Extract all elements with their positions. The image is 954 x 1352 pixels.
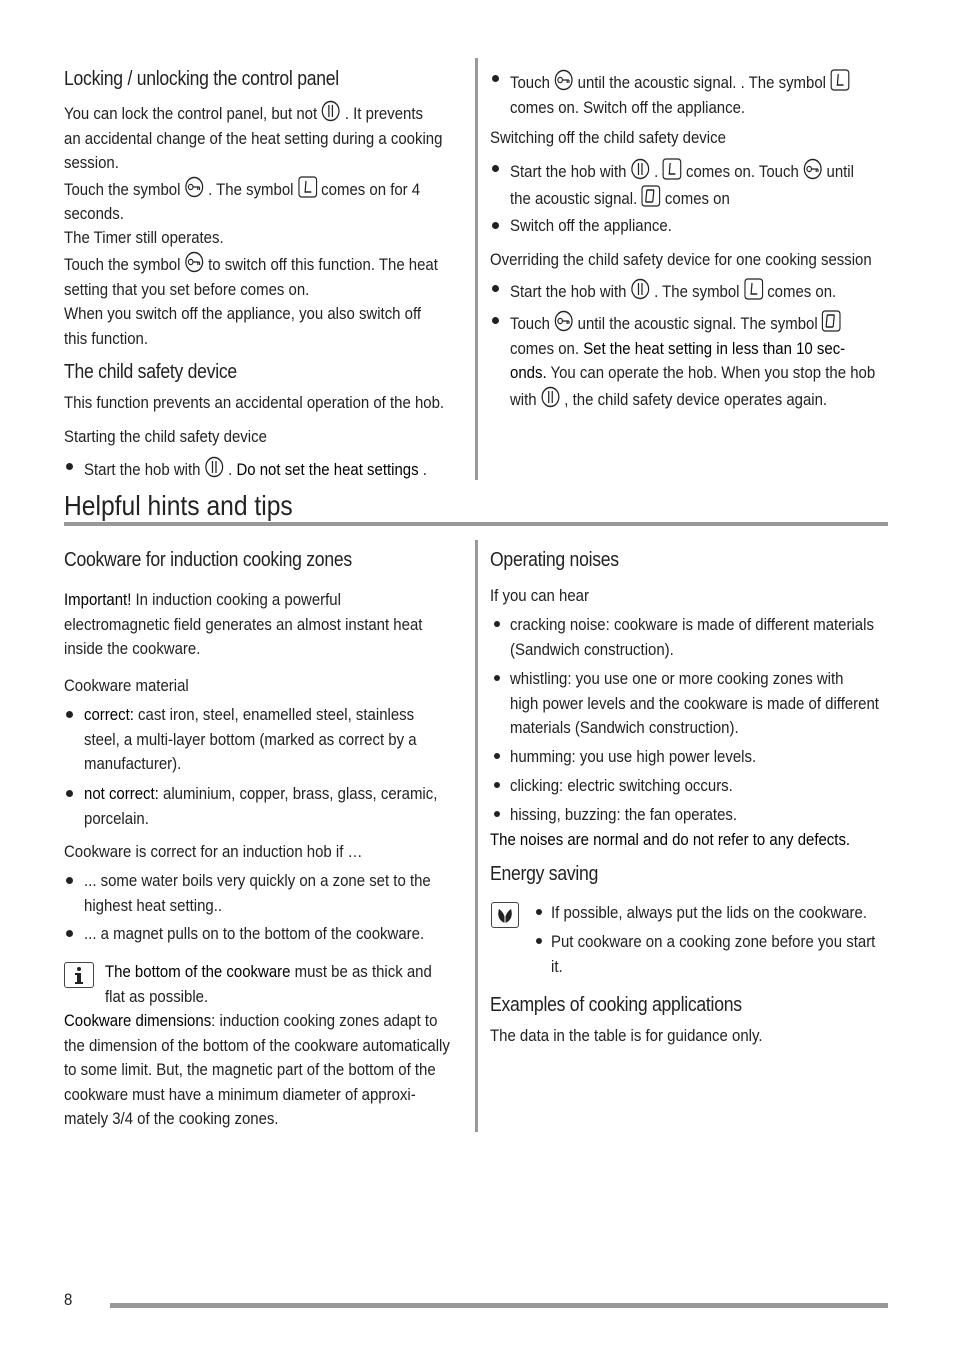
text: . The symbol xyxy=(654,282,740,301)
page-number: 8 xyxy=(64,1290,73,1309)
list-item xyxy=(84,782,437,831)
correct-label: correct: xyxy=(84,705,134,724)
heading-switching-off-child-safety: Switching off the child safety device xyxy=(490,128,726,147)
text: mately 3/4 of the cooking zones. xyxy=(64,1109,279,1129)
power-icon xyxy=(631,278,650,300)
heading-energy-saving: Energy saving xyxy=(490,863,599,885)
text: Start the hob with xyxy=(510,162,627,181)
text: the dimension of the bottom of the cookware automatically xyxy=(64,1035,450,1055)
paragraph xyxy=(64,100,469,351)
text: inside the cookware. xyxy=(64,639,201,659)
emphasis-text: Cookware dimensions xyxy=(64,1011,212,1030)
important-label: Important! xyxy=(64,590,132,609)
text: must be as thick and xyxy=(294,962,432,981)
list-item xyxy=(84,869,431,918)
text: . xyxy=(654,162,659,181)
text: this function. xyxy=(64,328,148,348)
list-item: hissing, buzzing: the fan operates. xyxy=(510,805,738,824)
text: porcelain. xyxy=(84,808,149,828)
bullet xyxy=(492,165,499,172)
text: comes on. Touch xyxy=(685,162,799,181)
list-item: humming: you use high power levels. xyxy=(510,747,757,766)
section-divider xyxy=(64,522,888,526)
bullet xyxy=(494,811,500,817)
bullet xyxy=(66,463,73,470)
bullet xyxy=(492,317,499,324)
eco-leaf-icon xyxy=(491,902,519,928)
text: When you switch off the appliance, you also switch off xyxy=(64,304,422,324)
info-note xyxy=(105,960,432,1009)
bullet xyxy=(494,753,500,759)
text: electromagnetic field generates an almost instant heat xyxy=(64,614,423,634)
list-item: Switch off the appliance. xyxy=(510,216,672,235)
lock-symbol-l-icon xyxy=(830,69,849,91)
cookware-dimensions-paragraph xyxy=(64,1009,450,1132)
list-item xyxy=(84,703,417,777)
list-item xyxy=(510,667,879,741)
zero-symbol-icon xyxy=(822,310,841,332)
text: Touch the symbol xyxy=(64,254,181,274)
text: cookware must have a minimum diameter of approxi- xyxy=(64,1084,416,1104)
heading-operating-noises: Operating noises xyxy=(490,549,619,571)
lock-symbol-l-icon xyxy=(298,176,317,198)
text: materials (Sandwich construction). xyxy=(510,718,739,738)
heading-cookware-material: Cookware material xyxy=(64,676,189,695)
list-item: ... a magnet pulls on to the bottom of the cookware. xyxy=(84,924,425,943)
text: to some limit. But, the magnetic part of the bottom of the xyxy=(64,1060,436,1080)
text: Start the hob with xyxy=(84,460,201,479)
text: high power levels and the cookware is made of different xyxy=(510,693,879,713)
bullet xyxy=(494,621,500,627)
zero-symbol-icon xyxy=(641,185,660,207)
text: cracking noise: cookware is made of different materials xyxy=(510,615,874,634)
column-divider xyxy=(475,58,478,480)
text: until the acoustic signal. The symbol xyxy=(577,314,818,333)
text: ... some water boils very quickly on a zone set to the xyxy=(84,871,431,890)
emphasis-text: Do not set the heat settings xyxy=(236,460,419,479)
emphasis-text: The bottom of the cookware xyxy=(105,962,291,981)
text: setting that you set before comes on. xyxy=(64,279,310,299)
power-icon xyxy=(321,100,340,122)
bullet xyxy=(66,711,73,718)
text: session. xyxy=(64,153,119,173)
heading-locking: Locking / unlocking the control panel xyxy=(64,68,339,90)
text: (Sandwich construction). xyxy=(510,639,674,659)
text: cast iron, steel, enamelled steel, stainless xyxy=(138,705,415,724)
column-divider xyxy=(475,540,478,1132)
text: Touch xyxy=(510,73,550,92)
bullet xyxy=(66,877,73,884)
heading-child-safety: The child safety device xyxy=(64,361,237,383)
text: comes on. xyxy=(767,282,837,301)
text: . xyxy=(422,460,427,479)
text: In induction cooking a powerful xyxy=(135,590,341,609)
key-lock-icon xyxy=(554,69,573,91)
text: an accidental change of the heat setting during a cooking xyxy=(64,128,443,148)
heading-cookware: Cookware for induction cooking zones xyxy=(64,549,352,571)
text: comes on xyxy=(664,188,730,208)
noises-note: The noises are normal and do not refer to any defects. xyxy=(490,830,851,849)
text: aluminium, copper, brass, glass, ceramic, xyxy=(163,784,438,803)
list-item xyxy=(510,310,875,412)
text: comes on. xyxy=(510,338,580,358)
not-correct-label: not correct: xyxy=(84,784,159,803)
text: . It prevents xyxy=(344,104,423,123)
text: steel, a multi-layer bottom (marked as correct by a xyxy=(84,729,417,749)
child-safety-intro: This function prevents an accidental operation of the hob. xyxy=(64,393,445,412)
heading-starting-child-safety: Starting the child safety device xyxy=(64,427,267,446)
bullet xyxy=(492,285,499,292)
text: flat as possible. xyxy=(105,986,209,1006)
text: comes on. Switch off the appliance. xyxy=(510,97,746,117)
power-icon xyxy=(541,386,560,408)
bullet xyxy=(66,930,73,937)
bullet xyxy=(492,222,499,229)
emphasis-text: Set the heat setting in less than 10 sec- xyxy=(583,338,846,358)
list-item xyxy=(510,278,836,305)
text: . The symbol xyxy=(208,179,294,199)
text: The Timer still operates. xyxy=(64,228,224,248)
text: with xyxy=(510,389,537,409)
list-item xyxy=(510,69,850,120)
subheading-if-you-can-hear: If you can hear xyxy=(490,586,589,605)
lock-symbol-l-icon xyxy=(662,158,681,180)
key-lock-icon xyxy=(185,251,204,273)
key-lock-icon xyxy=(185,176,204,198)
text: Touch xyxy=(510,314,550,333)
heading-overriding-child-safety: Overriding the child safety device for one cooking session xyxy=(490,250,872,269)
list-item: clicking: electric switching occurs. xyxy=(510,776,733,795)
info-icon xyxy=(64,962,94,988)
text: the acoustic signal. xyxy=(510,188,638,208)
text: Start the hob with xyxy=(510,282,627,301)
text: : induction cooking zones adapt to xyxy=(211,1011,438,1030)
text: Put cookware on a cooking zone before you start xyxy=(551,932,876,951)
heading-examples: Examples of cooking applications xyxy=(490,994,742,1016)
text: highest heat setting.. xyxy=(84,895,223,915)
text: manufacturer). xyxy=(84,754,182,774)
text: comes on for 4 xyxy=(321,179,421,199)
power-icon xyxy=(205,456,224,478)
lock-symbol-l-icon xyxy=(744,278,763,300)
bullet xyxy=(494,782,500,788)
text: Touch the symbol xyxy=(64,179,181,199)
bullet xyxy=(536,938,542,944)
text: . xyxy=(228,460,233,479)
text: until the acoustic signal. . The symbol xyxy=(577,73,826,92)
bullet xyxy=(494,675,500,681)
bullet xyxy=(536,909,542,915)
text: it. xyxy=(551,956,563,976)
list-item xyxy=(510,158,854,211)
power-icon xyxy=(631,158,650,180)
list-item xyxy=(84,456,427,483)
key-lock-icon xyxy=(554,310,573,332)
text: to switch off this function. The heat xyxy=(208,254,438,274)
text: until xyxy=(826,162,854,181)
key-lock-icon xyxy=(803,158,822,180)
text: You can operate the hob. When you stop the hob xyxy=(550,363,876,383)
emphasis-text: onds. xyxy=(510,363,547,383)
bullet xyxy=(66,790,73,797)
list-item xyxy=(510,613,874,662)
bullet xyxy=(492,75,499,82)
examples-text: The data in the table is for guidance only. xyxy=(490,1026,763,1045)
list-item xyxy=(551,930,875,979)
list-item: If possible, always put the lids on the cookware. xyxy=(551,903,868,922)
important-paragraph xyxy=(64,588,422,662)
text: whistling: you use one or more cooking zones with xyxy=(510,669,844,688)
heading-cookware-correct-if: Cookware is correct for an induction hob if … xyxy=(64,842,363,861)
text: seconds. xyxy=(64,203,124,223)
text: You can lock the control panel, but not xyxy=(64,104,318,123)
footer-divider xyxy=(110,1303,888,1308)
text: , the child safety device operates again. xyxy=(564,389,828,409)
page-section-title: Helpful hints and tips xyxy=(64,490,293,521)
